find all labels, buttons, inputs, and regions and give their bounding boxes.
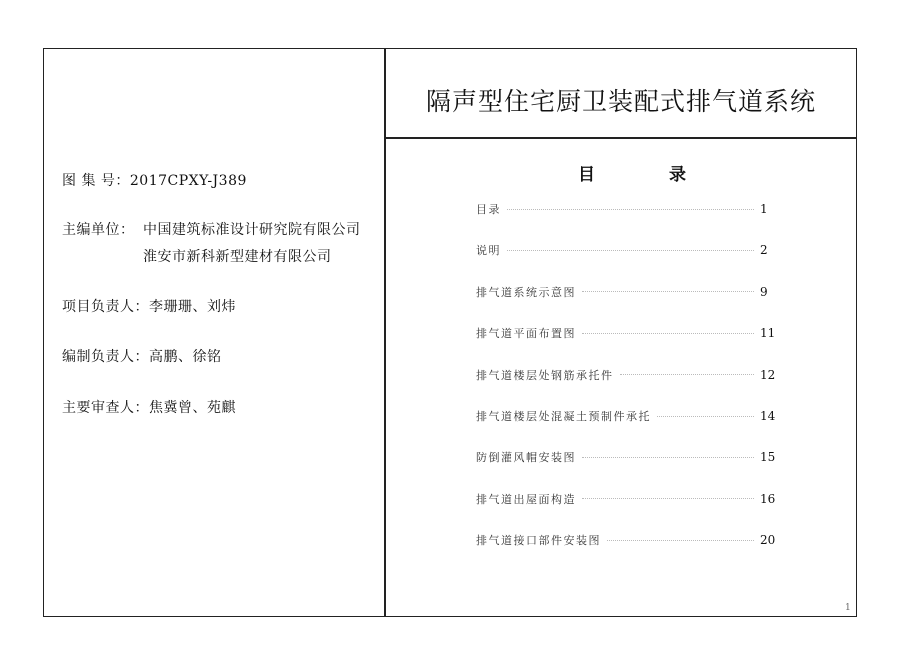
editor-units-label: 主编单位： xyxy=(62,222,135,238)
document-title: 隔声型住宅厨卫装配式排气道系统 xyxy=(425,87,816,116)
toc-leader-dots xyxy=(582,457,754,458)
toc-leader-dots xyxy=(507,250,754,251)
toc-item[interactable] xyxy=(476,491,776,507)
toc-item-page: 20 xyxy=(760,533,776,548)
toc-leader-dots xyxy=(657,416,754,417)
editor-unit-2: 淮安市新科新型建材有限公司 xyxy=(143,249,332,265)
toc-item[interactable] xyxy=(476,325,776,341)
toc-heading-1: 目 xyxy=(578,165,595,185)
toc-item-label: 排气道系统示意图 xyxy=(476,285,576,299)
toc-item-page: 2 xyxy=(760,243,768,258)
toc-item-page: 9 xyxy=(760,284,768,299)
title-divider xyxy=(384,137,857,139)
toc-item-page: 14 xyxy=(760,409,776,423)
toc-item-label: 目录 xyxy=(476,203,501,216)
column-divider xyxy=(384,48,386,617)
toc-item-page: 16 xyxy=(760,491,776,506)
toc-item[interactable] xyxy=(476,532,776,548)
toc-leader-dots xyxy=(582,333,754,334)
toc-item-label: 说明 xyxy=(476,244,501,258)
toc-leader-dots xyxy=(582,291,754,292)
toc-leader-dots xyxy=(620,374,755,375)
toc-item-label: 排气道出屋面构造 xyxy=(476,492,576,506)
toc-item-page: 12 xyxy=(760,367,776,382)
toc-item-page: 1 xyxy=(760,202,768,216)
chief-reviewer: 主要审查人：焦冀曾、苑麒 xyxy=(62,400,236,416)
toc-item-page: 15 xyxy=(760,450,776,465)
editor-unit-1: 中国建筑标准设计研究院有限公司 xyxy=(143,222,361,238)
compile-lead: 编制负责人：高鹏、徐铭 xyxy=(62,349,222,365)
toc-item-label: 排气道接口部件安装图 xyxy=(476,534,601,548)
page-number: 1 xyxy=(845,603,851,613)
toc-item-label: 排气道平面布置图 xyxy=(476,327,576,341)
atlas-number: 图 集 号：2017CPXY-J389 xyxy=(62,173,247,189)
toc-leader-dots xyxy=(607,540,754,541)
toc-leader-dots xyxy=(582,498,754,499)
toc-item[interactable] xyxy=(476,284,776,300)
toc-item-label: 防倒灌风帽安装图 xyxy=(476,451,576,465)
toc-item-page: 11 xyxy=(760,326,776,341)
project-lead: 项目负责人：李珊珊、刘炜 xyxy=(62,299,236,315)
toc-item-label: 排气道楼层处钢筋承托件 xyxy=(476,368,614,382)
toc-item-label: 排气道楼层处混凝土预制件承托 xyxy=(476,410,651,423)
toc-item[interactable] xyxy=(476,408,776,424)
toc-heading-2: 录 xyxy=(669,165,686,185)
toc-item[interactable] xyxy=(476,449,776,465)
toc-item[interactable] xyxy=(476,367,776,383)
toc-item[interactable] xyxy=(476,201,776,217)
toc-leader-dots xyxy=(507,209,754,210)
toc-item[interactable] xyxy=(476,242,776,258)
